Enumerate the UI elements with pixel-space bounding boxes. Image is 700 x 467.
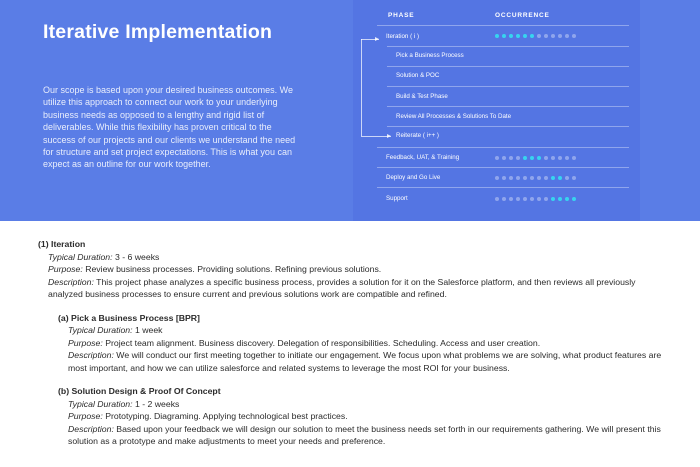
dot <box>544 34 548 38</box>
dot <box>516 197 520 201</box>
dot <box>523 156 527 160</box>
row-label-feedback: Feedback, UAT, & Training <box>386 154 460 161</box>
dot <box>558 197 562 201</box>
dot <box>551 176 555 180</box>
dot <box>516 156 520 160</box>
row-divider <box>377 167 629 168</box>
duration-line <box>58 398 668 411</box>
hero-banner <box>0 0 700 221</box>
purpose-line <box>58 337 668 350</box>
dot <box>551 197 555 201</box>
dot <box>551 34 555 38</box>
duration-label: Typical Duration: <box>68 325 133 335</box>
row-label-solution-poc: Solution & POC <box>396 72 440 79</box>
dot <box>495 34 499 38</box>
row-divider <box>387 46 629 47</box>
dot <box>530 197 534 201</box>
section-title: (1) Iteration <box>38 239 86 249</box>
dot <box>509 34 513 38</box>
hero-description: Our scope is based upon your desired business outcomes. We utilize this approach to connect our work to your underlying business needs as opposed to a lengthy and rigid list of deliverables. While this flexibility has proven critical to the success of our projects and our clients we understand the need for structure and set project expectations. This is what you can expect as an outline for our work together. <box>43 85 296 170</box>
dot <box>523 176 527 180</box>
dot <box>516 34 520 38</box>
hero-title: Iterative Implementation <box>43 21 273 43</box>
section-title: (a) Pick a Business Process [BPR] <box>58 312 200 323</box>
row-label-reiterate: Reiterate ( i++ ) <box>396 132 439 139</box>
purpose-value: Review business processes. Providing solutions. Refining previous solutions. <box>85 264 382 274</box>
dot <box>565 156 569 160</box>
dot <box>530 34 534 38</box>
description-label: Description: <box>68 423 114 434</box>
purpose-line <box>58 410 668 423</box>
dot <box>523 197 527 201</box>
description-value: This project phase analyzes a specific business process, provides a solution for it on the Salesforce platform, and then reviews all previously analyzed business processes to ensure current and previous solutions work are compatible and refined. <box>48 276 636 299</box>
duration-label: Typical Duration: <box>68 398 133 409</box>
row-label-build-test: Build & Test Phase <box>396 93 448 100</box>
dot <box>530 156 534 160</box>
section-iteration <box>38 238 668 301</box>
dot <box>572 34 576 38</box>
row-divider <box>387 66 629 67</box>
duration-line <box>38 251 668 264</box>
description-label: Description: <box>68 350 114 360</box>
dot <box>502 176 506 180</box>
dot <box>544 176 548 180</box>
purpose-label: Purpose: <box>68 411 103 421</box>
occurrence-dots-iteration <box>495 34 576 38</box>
dot <box>565 176 569 180</box>
phase-details <box>38 238 668 448</box>
row-label-deploy: Deploy and Go Live <box>386 174 441 181</box>
purpose-label: Purpose: <box>48 264 83 274</box>
phase-occurrence-table <box>353 0 640 221</box>
description-value: Based upon your feedback we will design our solution to meet the business needs set forth in our requirements gathering. We will present this solution as a prototype and make adjustments to meet your needs and preference. <box>68 423 661 446</box>
dot <box>537 34 541 38</box>
row-label-review-processes: Review All Processes & Solutions To Date <box>396 113 512 120</box>
dot <box>509 176 513 180</box>
description-line <box>38 276 668 301</box>
dot <box>572 197 576 201</box>
duration-label: Typical Duration: <box>48 251 113 262</box>
dot <box>495 176 499 180</box>
section-title: (b) Solution Design & Proof Of Concept <box>58 386 221 396</box>
dot <box>558 176 562 180</box>
purpose-label: Purpose: <box>68 337 103 348</box>
dot <box>565 197 569 201</box>
row-divider <box>387 106 629 107</box>
section-pick-process <box>58 312 668 375</box>
row-divider <box>377 147 629 148</box>
dot <box>572 156 576 160</box>
dot <box>502 197 506 201</box>
dot <box>495 197 499 201</box>
row-label-pick-process: Pick a Business Process <box>396 52 464 59</box>
dot <box>509 197 513 201</box>
dot <box>502 34 506 38</box>
loop-bottom-arrow-icon <box>387 134 391 138</box>
loop-connector-line <box>361 39 362 136</box>
occurrence-dots-feedback <box>495 156 576 160</box>
loop-top-arrow-icon <box>375 37 379 41</box>
dot <box>523 34 527 38</box>
duration-value: 1 week <box>134 325 163 335</box>
dot <box>558 34 562 38</box>
dot <box>516 176 520 180</box>
dot <box>537 176 541 180</box>
purpose-line <box>38 263 668 276</box>
occurrence-header: OCCURRENCE <box>495 12 550 19</box>
dot <box>551 156 555 160</box>
dot <box>509 156 513 160</box>
dot <box>495 156 499 160</box>
occurrence-dots-deploy <box>495 176 576 180</box>
row-divider <box>387 126 629 127</box>
duration-value: 1 - 2 weeks <box>134 398 180 409</box>
section-solution-design <box>58 385 668 448</box>
description-value: We will conduct our first meeting together to initiate our engagement. We focus upon what problems we are solving, what product features are most important, and how we can utilize salesforce and related systems to leverage the most ROI for your business. <box>68 350 662 373</box>
purpose-value: Prototyping. Diagraming. Applying technological best practices. <box>105 411 348 421</box>
dot <box>502 156 506 160</box>
duration-value: 3 - 6 weeks <box>114 251 160 262</box>
header-divider <box>377 25 629 26</box>
row-divider <box>387 86 629 87</box>
purpose-value: Project team alignment. Business discovery. Delegation of responsibilities. Scheduling. Access and user creation. <box>105 337 541 348</box>
dot <box>565 34 569 38</box>
dot <box>544 156 548 160</box>
dot <box>572 176 576 180</box>
duration-line <box>58 324 668 337</box>
dot <box>558 156 562 160</box>
occurrence-dots-support <box>495 197 576 201</box>
dot <box>544 197 548 201</box>
dot <box>537 197 541 201</box>
dot <box>530 176 534 180</box>
row-label-iteration: Iteration ( i ) <box>386 33 420 40</box>
row-divider <box>377 187 629 188</box>
dot <box>537 156 541 160</box>
description-label: Description: <box>48 276 94 287</box>
description-line <box>58 349 668 374</box>
row-label-support: Support <box>386 195 408 202</box>
phase-header: PHASE <box>388 12 415 19</box>
description-line <box>58 423 668 448</box>
